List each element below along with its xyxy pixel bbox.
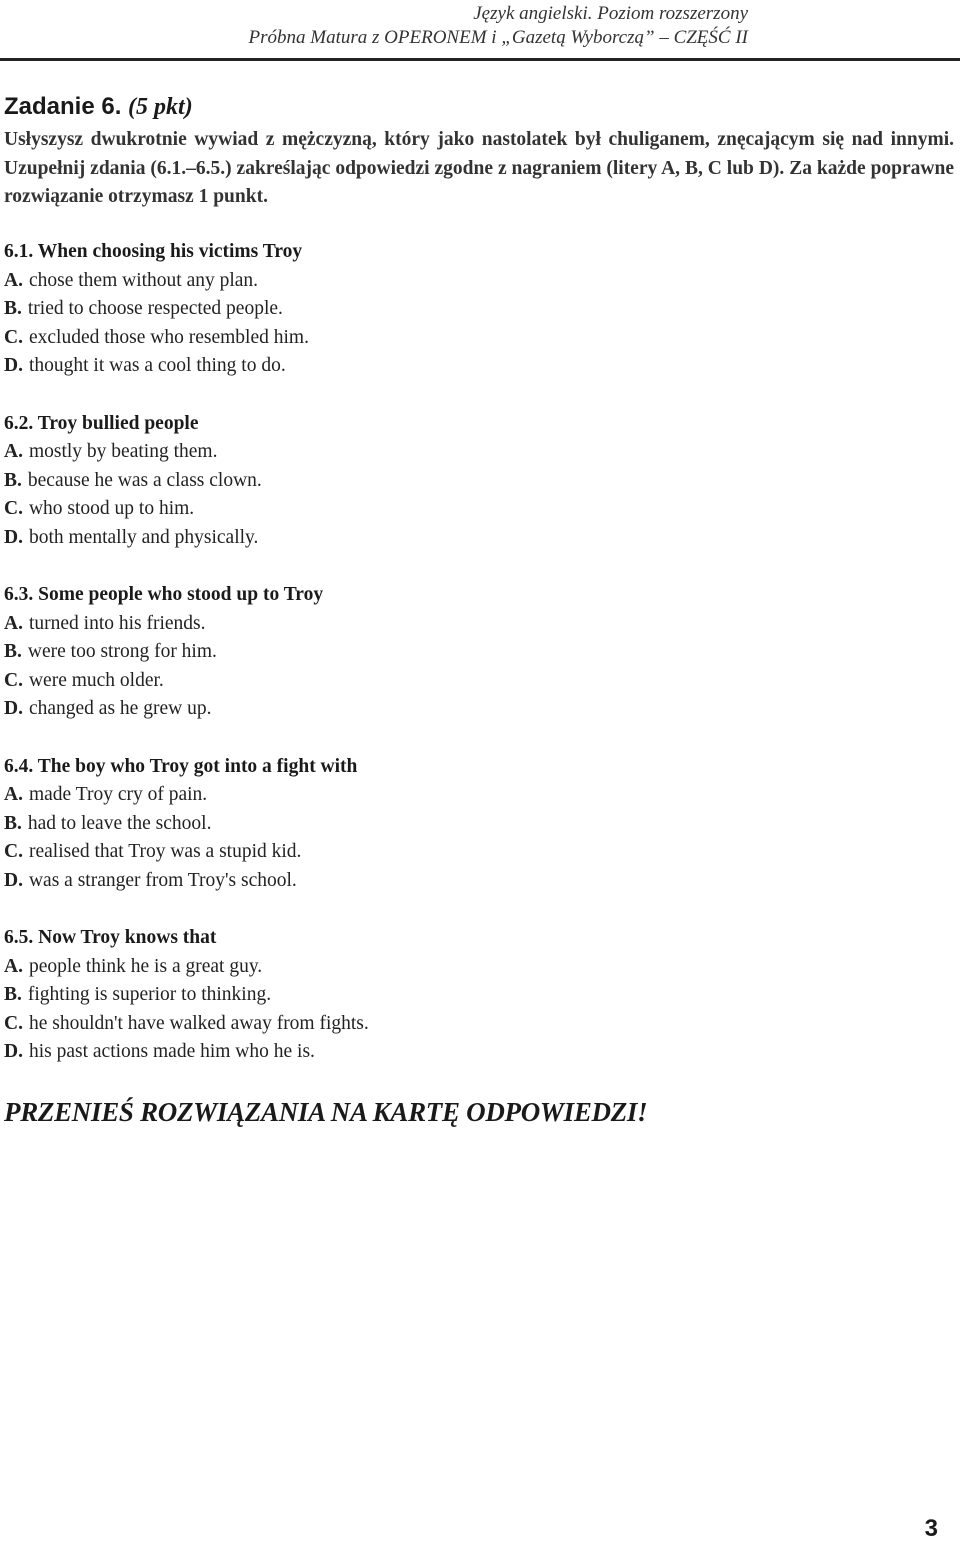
answer-option-a[interactable] <box>4 438 954 467</box>
option-letter: D. <box>4 698 23 720</box>
option-letter: B. <box>4 298 22 320</box>
answer-option-c[interactable] <box>4 667 954 696</box>
task-points: (5 pkt) <box>128 94 193 120</box>
option-letter: B. <box>4 812 22 834</box>
option-text: his past actions made him who he is. <box>28 1041 315 1063</box>
option-text: excluded those who resembled him. <box>28 326 309 348</box>
answer-option-c[interactable] <box>4 838 954 867</box>
option-letter: A. <box>4 784 23 806</box>
option-text: chose them without any plan. <box>28 269 259 291</box>
question-6-1 <box>4 238 954 381</box>
option-letter: B. <box>4 984 22 1006</box>
option-letter: D. <box>4 869 23 891</box>
question-6-5 <box>4 924 954 1067</box>
answer-option-a[interactable] <box>4 953 954 982</box>
answer-option-d[interactable] <box>4 867 954 896</box>
option-text: was a stranger from Troy's school. <box>28 869 297 891</box>
answer-option-d[interactable] <box>4 352 954 381</box>
header-subject: Język angielski. Poziom rozszerzony <box>473 3 748 24</box>
option-text: people think he is a great guy. <box>28 955 263 977</box>
transfer-answers-note: PRZENIEŚ ROZWIĄZANIA NA KARTĘ ODPOWIEDZI! <box>4 1097 648 1128</box>
option-text: tried to choose respected people. <box>27 298 283 320</box>
option-text: changed as he grew up. <box>28 698 212 720</box>
task-section <box>4 90 954 1129</box>
option-letter: B. <box>4 641 22 663</box>
answer-option-b[interactable] <box>4 981 954 1010</box>
page-number: 3 <box>924 1515 938 1542</box>
option-letter: A. <box>4 955 23 977</box>
answer-option-b[interactable] <box>4 467 954 496</box>
page-header <box>249 2 748 50</box>
option-letter: C. <box>4 498 23 520</box>
question-stem: 6.1. When choosing his victims Troy <box>4 241 303 263</box>
option-text: mostly by beating them. <box>28 441 218 463</box>
option-text: thought it was a cool thing to do. <box>28 355 286 377</box>
question-list <box>4 238 954 1067</box>
answer-option-b[interactable] <box>4 638 954 667</box>
task-title <box>4 90 954 124</box>
option-letter: C. <box>4 326 23 348</box>
answer-option-d[interactable] <box>4 1038 954 1067</box>
question-stem: 6.5. Now Troy knows that <box>4 926 217 948</box>
option-letter: A. <box>4 441 23 463</box>
option-text: both mentally and physically. <box>28 526 259 548</box>
answer-option-b[interactable] <box>4 810 954 839</box>
question-6-4 <box>4 753 954 896</box>
task-instructions: Usłyszysz dwukrotnie wywiad z mężczyzną, który jako nastolatek był chuliganem, znęcającym się nad innymi. Uzupełnij zdania (6.1.–6.5.) zakreślając odpowiedzi zgodne z nagraniem (litery A, B, C lub D). Za każde poprawne rozwiązanie otrzymasz 1 punkt. <box>4 129 954 208</box>
option-letter: C. <box>4 841 23 863</box>
option-letter: C. <box>4 669 23 691</box>
option-text: he shouldn't have walked away from fights. <box>28 1012 369 1034</box>
option-text: who stood up to him. <box>28 498 195 520</box>
option-letter: D. <box>4 355 23 377</box>
answer-option-a[interactable] <box>4 610 954 639</box>
question-stem: 6.4. The boy who Troy got into a fight with <box>4 755 358 777</box>
option-letter: D. <box>4 1041 23 1063</box>
question-6-2 <box>4 410 954 553</box>
header-divider <box>0 58 960 61</box>
header-exam-title: Próbna Matura z OPERONEM i „Gazetą Wyborczą” – CZĘŚĆ II <box>248 27 748 48</box>
option-text: were too strong for him. <box>27 641 217 663</box>
option-text: fighting is superior to thinking. <box>27 984 272 1006</box>
question-6-3 <box>4 581 954 724</box>
option-text: made Troy cry of pain. <box>28 784 208 806</box>
answer-option-c[interactable] <box>4 324 954 353</box>
option-letter: C. <box>4 1012 23 1034</box>
option-text: turned into his friends. <box>28 612 206 634</box>
option-letter: D. <box>4 526 23 548</box>
answer-option-c[interactable] <box>4 1010 954 1039</box>
answer-option-d[interactable] <box>4 524 954 553</box>
question-stem: 6.2. Troy bullied people <box>4 412 199 434</box>
option-text: were much older. <box>28 669 164 691</box>
answer-option-d[interactable] <box>4 695 954 724</box>
option-letter: A. <box>4 269 23 291</box>
option-letter: B. <box>4 469 22 491</box>
answer-option-b[interactable] <box>4 295 954 324</box>
option-text: because he was a class clown. <box>27 469 262 491</box>
answer-option-a[interactable] <box>4 267 954 296</box>
option-text: realised that Troy was a stupid kid. <box>28 841 302 863</box>
question-stem: 6.3. Some people who stood up to Troy <box>4 584 324 606</box>
answer-option-c[interactable] <box>4 495 954 524</box>
task-number: Zadanie 6. <box>4 93 122 120</box>
answer-option-a[interactable] <box>4 781 954 810</box>
option-letter: A. <box>4 612 23 634</box>
option-text: had to leave the school. <box>27 812 212 834</box>
